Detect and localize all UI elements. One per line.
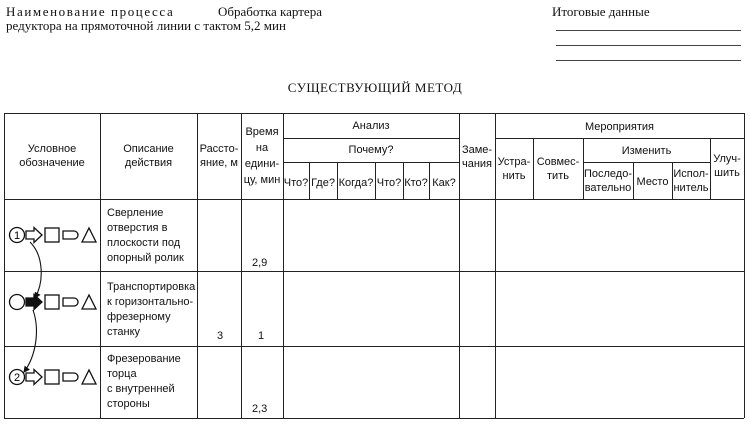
time-value: 1 <box>258 330 265 342</box>
header-who: Кто? <box>404 177 428 189</box>
time-value: 2,9 <box>252 257 268 269</box>
header-combine: Совмес- тить <box>536 156 580 182</box>
header-analysis: Анализ <box>352 120 390 132</box>
header-executor: Испол- нитель <box>673 168 709 194</box>
header-place: Место <box>636 176 669 188</box>
time-value: 2,3 <box>252 403 268 415</box>
operation-description: Транспортировка к горизонтально- фрезерному станку <box>107 281 196 338</box>
header-sequence: Последо- вательно <box>583 168 633 194</box>
method-title: СУЩЕСТВУЮЩИЙ МЕТОД <box>287 80 463 95</box>
process-name: Обработка картера <box>218 4 322 19</box>
header-distance: Рассто- яние, м <box>199 143 239 169</box>
operation-description: Фрезерование торца с внутренней стороны <box>107 353 181 410</box>
distance-value: 3 <box>217 330 224 342</box>
header-change: Изменить <box>621 145 672 157</box>
header-eliminate: Устра- нить <box>497 156 531 182</box>
operation-description: Сверление отверстия в плоскости под опорный ролик <box>107 207 184 264</box>
header-when: Когда? <box>338 177 374 189</box>
process-label: Наименование процесса <box>6 4 175 19</box>
header-where: Где? <box>311 177 335 189</box>
header-how: Как? <box>432 177 456 189</box>
header-measures: Мероприятия <box>585 121 654 133</box>
header-time: Время на едини- цу, мин <box>243 126 281 186</box>
header-what: Что? <box>283 177 309 189</box>
process-name-continued: редуктора на прямоточной линии с тактом 5,2 мин <box>6 18 286 33</box>
summary-title: Итоговые данные <box>552 4 650 19</box>
header-improve: Улуч- шить <box>713 153 741 179</box>
header-description: Описание действия <box>123 143 174 169</box>
flow-arrow-icon <box>30 242 41 298</box>
header-what-2: Что? <box>376 177 402 189</box>
operation-number: 2 <box>13 372 21 384</box>
header-symbol: Условное обозначение <box>19 143 85 169</box>
header-why: Почему? <box>348 144 394 156</box>
operation-number: 1 <box>13 230 21 242</box>
flow-arrow-icon <box>24 310 36 372</box>
header-remarks: Заме- чания <box>461 144 493 170</box>
